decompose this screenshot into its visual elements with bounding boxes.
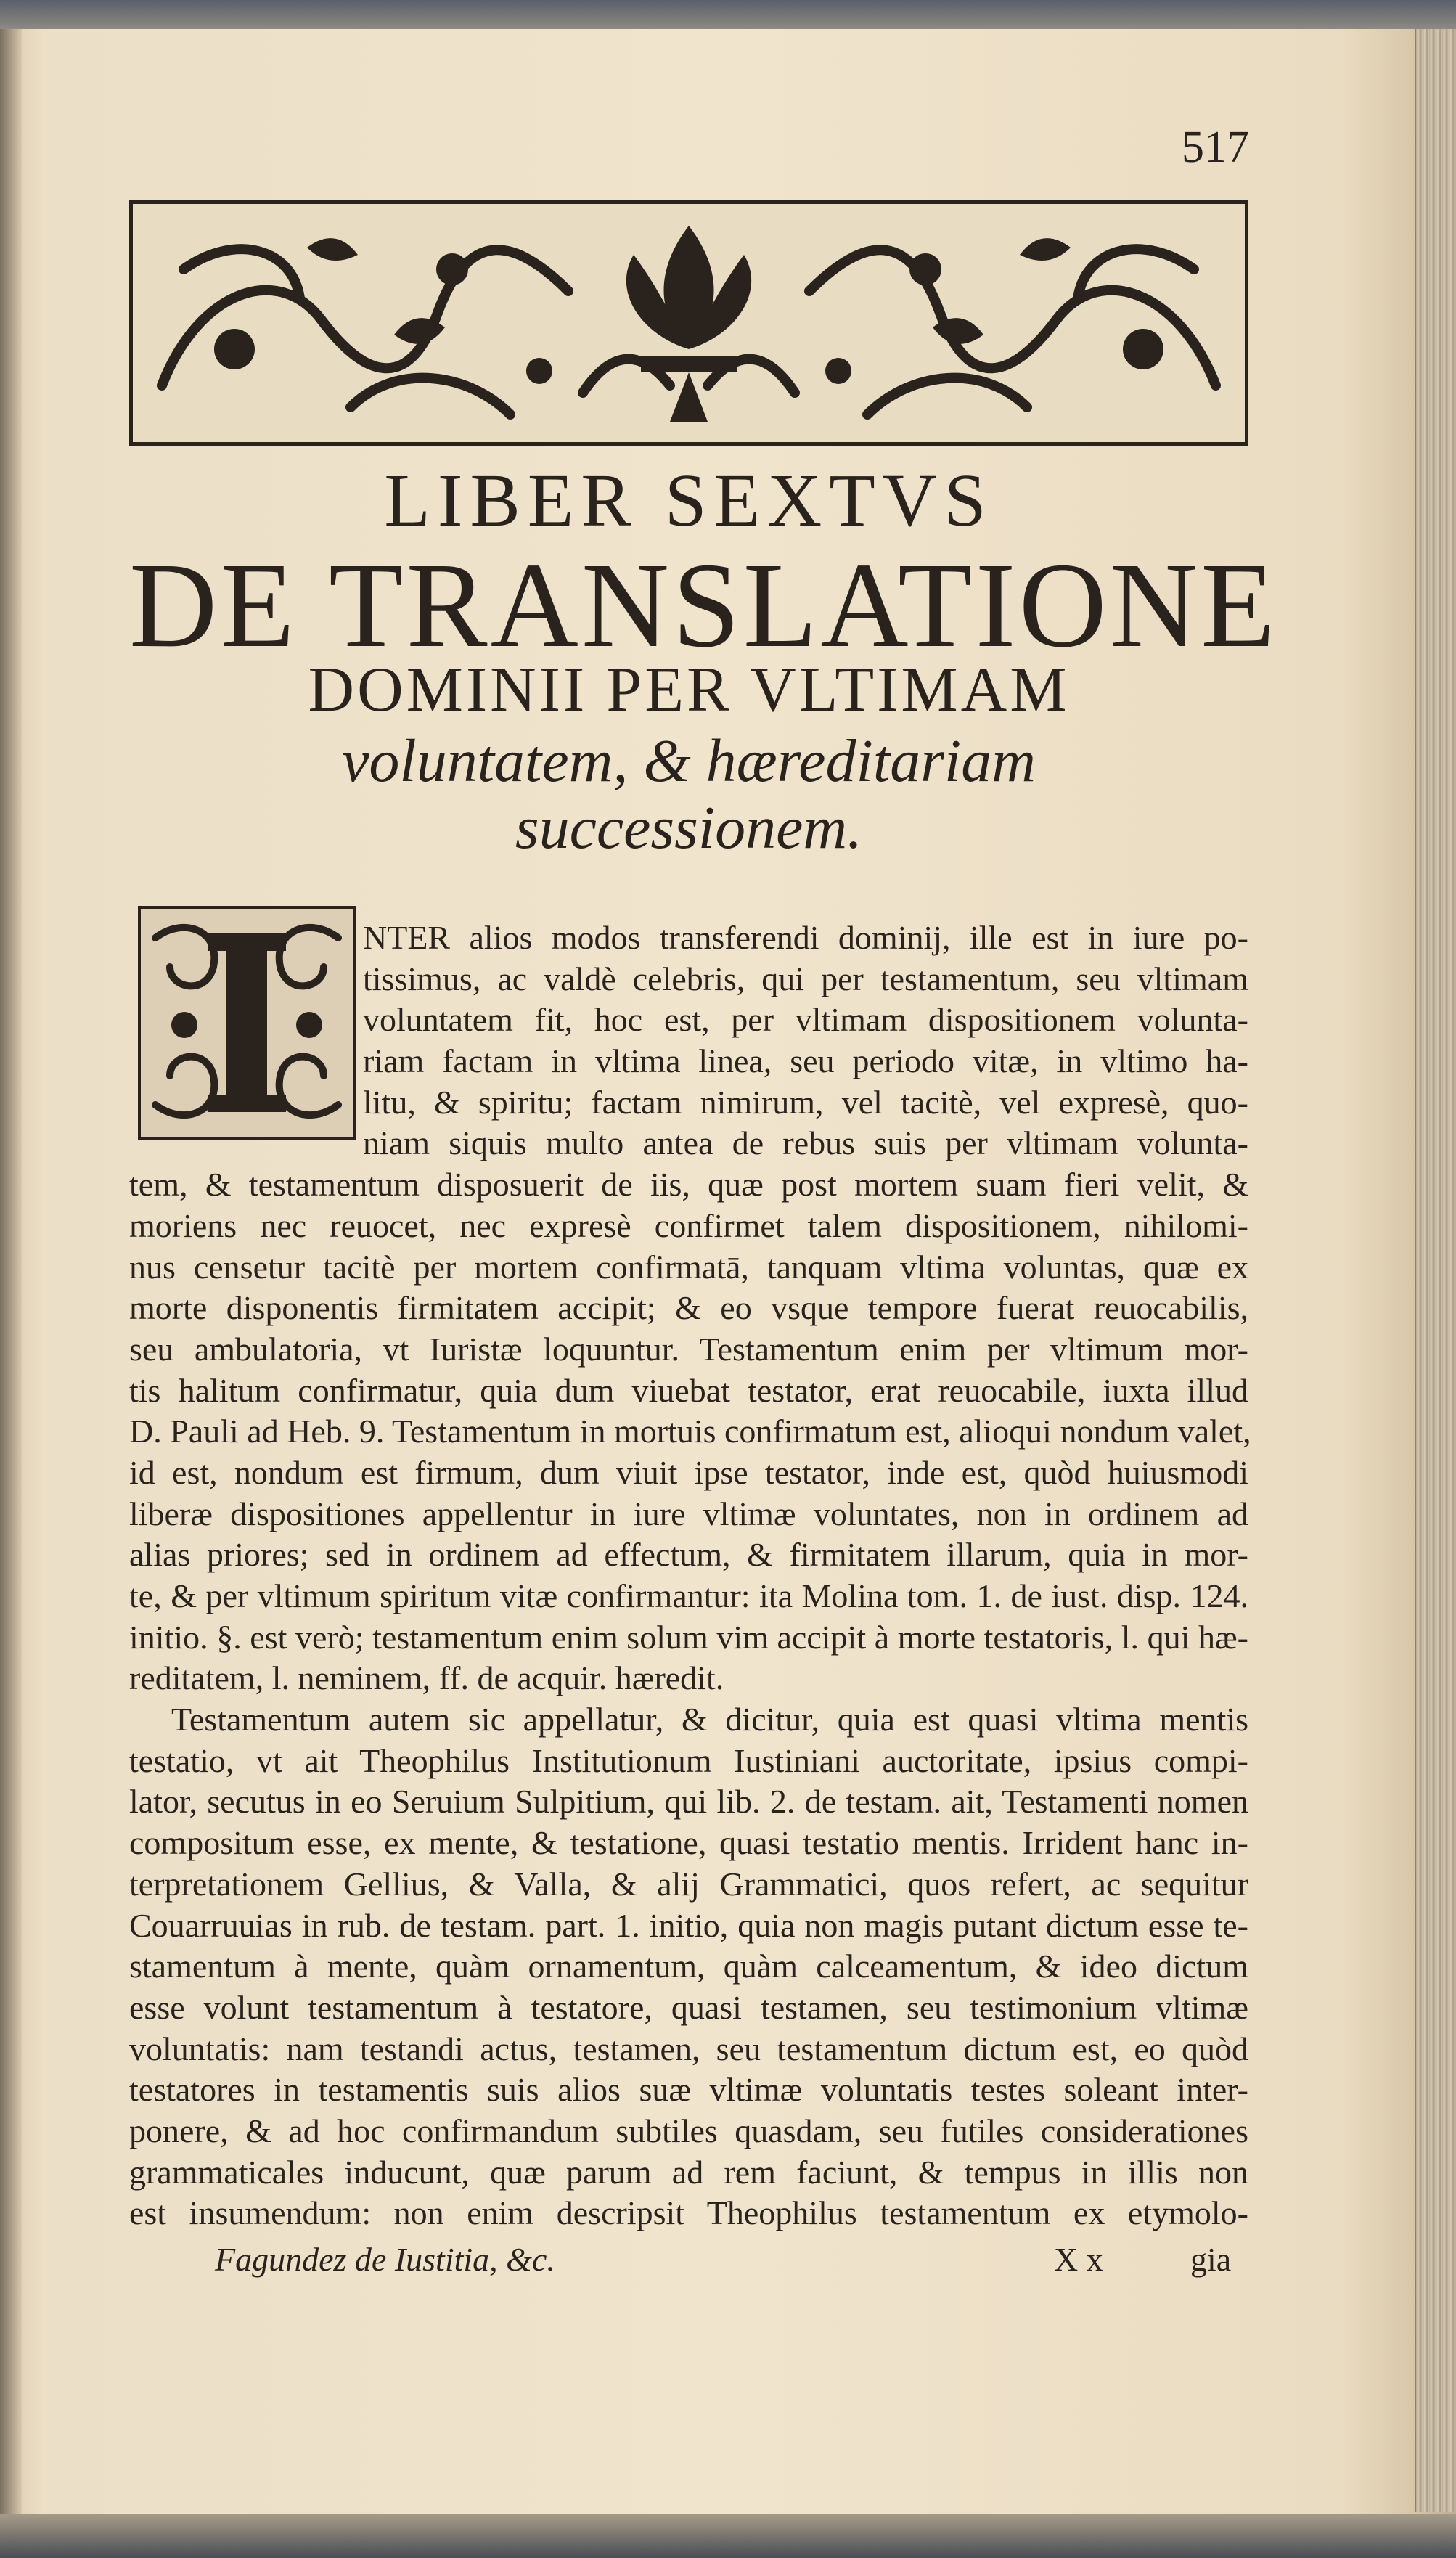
body-line: testatores in testamentis suis alios suæ vltimæ voluntatis testes soleant inter- (129, 2071, 1248, 2109)
page-number: 517 (1182, 123, 1249, 172)
body-line: niam siquis multo antea de rebus suis per vltimam volunta- (363, 1124, 1248, 1162)
page-gutter-shadow (0, 29, 22, 2514)
body-line: ponere, & ad hoc confirmandum subtiles quasdam, seu futiles considerationes (129, 2112, 1248, 2149)
body-line: testatio, vt ait Theophilus Institutionum Iustiniani auctoritate, ipsius compi- (129, 1741, 1248, 1779)
body-line: terpretationem Gellius, & Valla, & alij Grammatici, quos refert, ac sequitur (129, 1865, 1248, 1903)
subtitle-line-2: voluntatem, & hæreditariam (342, 727, 1036, 795)
body-line: stamentum à mente, quàm ornamentum, quàm calceamentum, & ideo dictum (129, 1948, 1248, 1985)
ornamental-headpiece (129, 200, 1248, 446)
body-line: esse volunt testamentum à testatore, quasi testamen, seu testimonium vltimæ (129, 1988, 1248, 2026)
page-fore-edge (1415, 29, 1456, 2512)
body-line: Couarruuias in rub. de testam. part. 1. initio, quia non magis putant dictum esse te- (129, 1906, 1248, 1944)
body-line: lator, secutus in eo Seruium Sulpitium, qui lib. 2. de testam. ait, Testamenti nomen (129, 1783, 1248, 1821)
scan-bottom-edge (0, 2514, 1456, 2558)
body-line: nus censetur tacitè per mortem confirmatā, tanquam vltima voluntas, quæ ex (129, 1248, 1248, 1286)
body-line: seu ambulatoria, vt Iuristæ loquuntur. Testamentum enim per vltimum mor- (129, 1330, 1248, 1368)
body-line: compositum esse, ex mente, & testatione, quasi testatio mentis. Irrident hanc in- (129, 1824, 1248, 1862)
body-line: alias priores; sed in ordinem ad effectum, & firmitatem illarum, quia in mor- (129, 1536, 1248, 1574)
running-footer-title: Fagundez de Iustitia, &c. (215, 2241, 555, 2278)
floral-ornament-icon (133, 204, 1245, 442)
body-line: NTER alios modos transferendi dominij, ille est in iure po- (363, 919, 1248, 956)
main-title: DE TRANSLATIONE (129, 538, 1278, 673)
subtitle-line-3: successionem. (515, 794, 863, 862)
body-line: initio. §. est verò; testamentum enim solum vim accipit à morte testatoris, l. qui hæ- (129, 1618, 1248, 1656)
subtitle-line-1: DOMINII PER VLTIMAM (308, 655, 1070, 725)
body-line: est insumendum: non enim descripsit Theophilus testamentum ex etymolo- (129, 2194, 1248, 2232)
body-line: tissimus, ac valdè celebris, qui per testamentum, seu vltimam (363, 960, 1248, 997)
body-line: Testamentum autem sic appellatur, & dicitur, quia est quasi vltima mentis (171, 1701, 1248, 1738)
body-line: liberæ dispositiones appellentur in iure vltimæ voluntates, non in ordinem ad (129, 1495, 1248, 1532)
body-line: grammaticales inducunt, quæ parum ad rem faciunt, & tempus in illis non (129, 2153, 1248, 2191)
body-line: litu, & spiritu; factam nimirum, vel tacitè, vel expresè, quo- (363, 1083, 1248, 1121)
body-line: morte disponentis firmitatem accipit; & eo vsque tempore fuerat reuocabilis, (129, 1289, 1248, 1327)
body-line: reditatem, l. neminem, ff. de acquir. hæredit. (129, 1659, 724, 1697)
body-line: tis halitum confirmatur, quia dum viuebat testator, erat reuocabile, iuxta illud (129, 1371, 1248, 1409)
body-line: moriens nec reuocet, nec expresè confirmet talem dispositionem, nihilomi- (129, 1206, 1248, 1244)
signature-mark: X x (1054, 2241, 1103, 2278)
book-title: LIBER SEXTVS (384, 459, 994, 542)
body-line: tem, & testamentum disposuerit de iis, quæ post mortem suam fieri velit, & (129, 1166, 1248, 1204)
decorated-initial-i (138, 906, 356, 1140)
body-line: riam factam in vltima linea, seu periodo vitæ, in vltimo ha- (363, 1042, 1248, 1080)
body-line: voluntatis: nam testandi actus, testamen, seu testamentum dictum est, eo quòd (129, 2030, 1248, 2067)
body-line: te, & per vltimum spiritum vitæ confirmantur: ita Molina tom. 1. de iust. disp. 124. (129, 1577, 1248, 1614)
body-line: id est, nondum est firmum, dum viuit ipse testator, inde est, quòd huiusmodi (129, 1453, 1248, 1491)
body-line: voluntatem fit, hoc est, per vltimam dispositionem volunta- (363, 1001, 1248, 1039)
catchword: gia (1190, 2241, 1232, 2278)
floral-initial-icon (141, 909, 353, 1137)
scan-top-edge (0, 0, 1456, 29)
body-line: D. Pauli ad Heb. 9. Testamentum in mortuis confirmatum est, alioqui nondum valet, (129, 1413, 1251, 1450)
